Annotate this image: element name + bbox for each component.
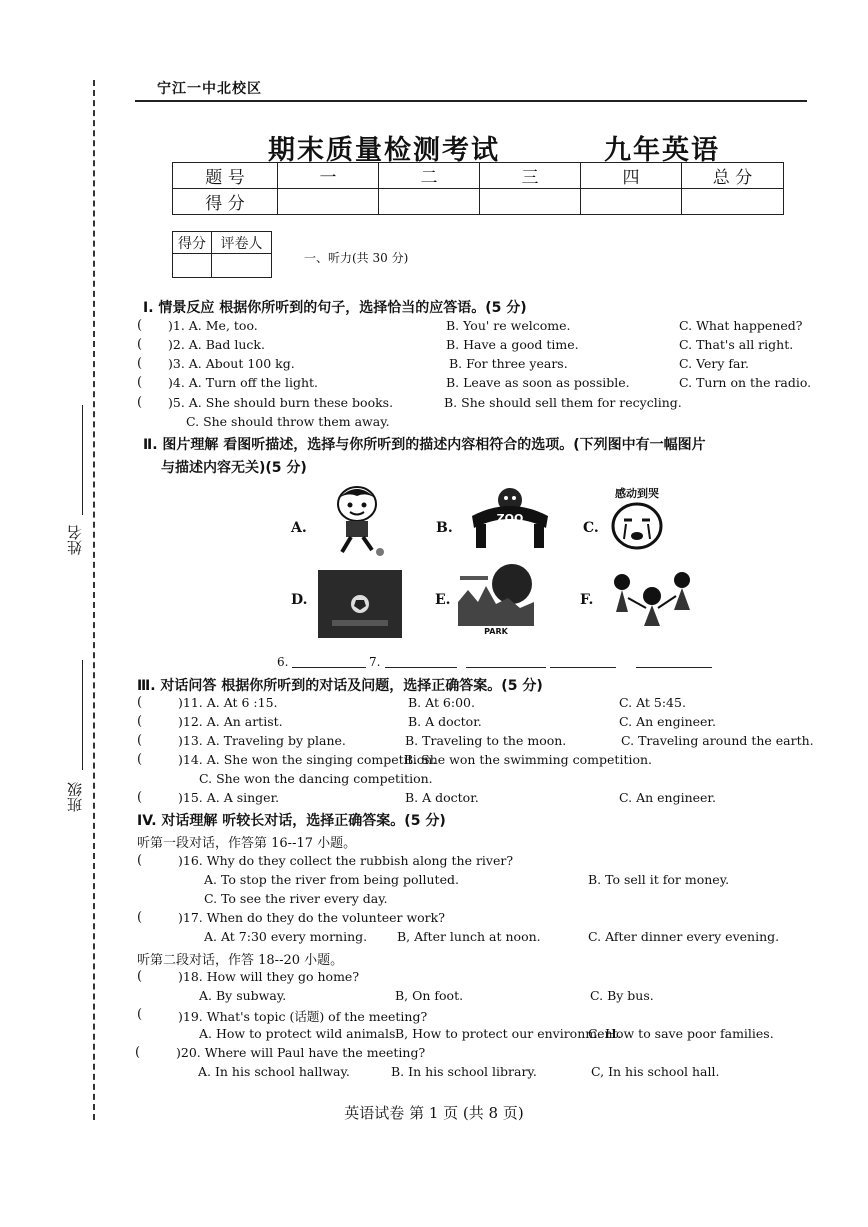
q2-option-a: )2. A. Bad luck. [168,337,265,352]
q1-option-c: C. What happened? [679,318,803,333]
q20-option-b: B. In his school library. [391,1064,537,1079]
picture-label-e: E. [435,592,451,608]
q20-stem: )20. Where will Paul have the meeting? [176,1045,426,1060]
score-row-label: 得 分 [173,189,278,215]
q5-option-b: B. She should sell them for recycling. [444,395,682,410]
q18-option-c: C. By bus. [590,988,654,1003]
part1-title: 一、听力(共 30 分) [304,251,409,265]
q15-option-b: B. A doctor. [405,790,479,805]
answer-paren[interactable]: ( [137,395,143,410]
q3-option-a: )3. A. About 100 kg. [168,356,295,371]
q17-option-c: C. After dinner every evening. [588,929,780,944]
q16-stem: )16. Why do they collect the rubbish along the river? [178,853,514,868]
picture-label-f: F. [580,592,594,608]
picture-label-a: A. [291,520,307,536]
answer-paren[interactable]: ( [137,969,143,984]
q4-option-c: C. Turn on the radio. [679,375,812,390]
score-table-header: 四 [581,163,682,189]
dialog2-instruction: 听第二段对话，作答 18--20 小题。 [137,953,344,968]
score-table [172,162,784,215]
class-label: 班级 [66,782,84,812]
grader-score-cell[interactable] [173,254,212,278]
answer-blank-9[interactable] [550,667,616,668]
q16-option-c: C. To see the river every day. [204,891,388,906]
picture-f-dancing-kids-icon [604,568,696,638]
picture-label-b: B. [436,520,453,536]
sec2-title: Ⅱ. 图片理解 看图听描述，选择与你所听到的描述内容相符合的选项。(下列图中有一幅图片 [143,437,706,453]
picture-a-boy-icon [326,484,388,556]
blank-6-label: 6. [277,655,289,669]
q18-option-a: A. By subway. [199,988,287,1003]
q16-option-b: B. To sell it for money. [588,872,730,887]
class-blank-line [82,660,83,770]
answer-blank-6[interactable] [292,667,366,668]
q3-option-c: C. Very far. [679,356,750,371]
sec1-title: Ⅰ. 情景反应 根据你所听到的句子，选择恰当的应答语。(5 分) [143,300,527,316]
q1-option-b: B. You' re welcome. [446,318,571,333]
q4-option-a: )4. A. Turn off the light. [168,375,319,390]
score-cell[interactable] [682,189,784,215]
q12-option-c: C. An engineer. [619,714,716,729]
q11-option-a: )11. A. At 6 :15. [178,695,278,710]
sec4-title: IV. 对话理解 听较长对话，选择正确答案。(5 分) [137,813,446,829]
score-cell[interactable] [581,189,682,215]
q13-option-b: B. Traveling to the moon. [405,733,567,748]
q14-option-a: )14. A. She won the singing competition. [178,752,437,767]
q11-option-b: B. At 6:00. [408,695,475,710]
q17-option-b: B, After lunch at noon. [397,929,541,944]
dialog1-instruction: 听第一段对话，作答第 16--17 小题。 [137,836,357,851]
q5-option-c: C. She should throw them away. [186,414,390,429]
q1-option-a: )1. A. Me, too. [168,318,258,333]
answer-paren[interactable]: ( [137,790,143,805]
grader-score-label: 得分 [173,232,212,254]
score-cell[interactable] [379,189,480,215]
q3-option-b: B. For three years. [449,356,568,371]
answer-paren[interactable]: ( [137,337,143,352]
exam-title: 期末质量检测考试 [268,135,500,166]
q20-option-c: C, In his school hall. [591,1064,720,1079]
q15-option-c: C. An engineer. [619,790,716,805]
q15-option-a: )15. A. A singer. [178,790,280,805]
answer-paren[interactable]: ( [137,853,143,868]
score-table-header: 三 [480,163,581,189]
crying-caption: 感动到哭 [615,487,659,500]
name-blank-line [82,405,83,515]
sec2-title-cont: 与描述内容无关)(5 分) [161,460,307,476]
answer-paren[interactable]: ( [137,714,143,729]
score-table-header: 二 [379,163,480,189]
q19-stem: )19. What's topic (话题) of the meeting? [178,1009,428,1024]
picture-c-crying-face-icon [604,484,670,554]
answer-paren[interactable]: ( [137,318,143,333]
q19-option-b: B, How to protect our environment. [395,1026,622,1041]
answer-blank-10[interactable] [636,667,712,668]
answer-paren[interactable]: ( [135,1045,141,1060]
q4-option-b: B. Leave as soon as possible. [446,375,630,390]
q14-option-b: B. She won the swimming competition. [404,752,653,767]
school-name: 宁江一中北校区 [157,81,262,97]
q18-option-b: B, On foot. [395,988,464,1003]
answer-blank-8[interactable] [466,667,546,668]
q12-option-a: )12. A. An artist. [178,714,283,729]
grader-box [172,231,272,278]
q17-option-a: A. At 7:30 every morning. [204,929,368,944]
binding-dashed-line [93,80,95,1120]
picture-b-zoo-gate-icon [466,486,554,550]
score-cell[interactable] [480,189,581,215]
picture-label-c: C. [583,520,599,536]
grader-name-cell[interactable] [212,254,272,278]
score-table-header: 题 号 [173,163,278,189]
score-table-header: 一 [278,163,379,189]
subject-title: 九年英语 [604,135,720,166]
q13-option-c: C. Traveling around the earth. [621,733,814,748]
picture-label-d: D. [291,592,308,608]
q2-option-b: B. Have a good time. [446,337,579,352]
answer-paren[interactable]: ( [137,356,143,371]
q17-stem: )17. When do they do the volunteer work? [178,910,445,925]
answer-paren[interactable]: ( [137,910,143,925]
q11-option-c: C. At 5:45. [619,695,686,710]
grader-label: 评卷人 [212,232,272,254]
answer-paren[interactable]: ( [137,752,143,767]
picture-e-park-icon [456,562,536,638]
q13-option-a: )13. A. Traveling by plane. [178,733,346,748]
q20-option-a: A. In his school hallway. [198,1064,350,1079]
answer-paren[interactable]: ( [137,695,143,710]
q14-option-c: C. She won the dancing competition. [199,771,433,786]
sec3-title: Ⅲ. 对话问答 根据你所听到的对话及问题，选择正确答案。(5 分) [137,678,543,694]
blank-7-label: 7. [369,655,381,669]
answer-paren[interactable]: ( [137,733,143,748]
q12-option-b: B. A doctor. [408,714,482,729]
q19-option-c: C. How to save poor families. [588,1026,774,1041]
answer-blank-7[interactable] [385,667,457,668]
page-footer: 英语试卷 第 1 页 (共 8 页) [344,1104,524,1122]
name-label: 姓名 [66,525,84,555]
q2-option-c: C. That's all right. [679,337,794,352]
picture-d-soccer-photo-icon [318,570,402,638]
header-rule [135,100,807,102]
q16-option-a: A. To stop the river from being polluted. [204,872,459,887]
zoo-sign-text: ZOO [496,512,524,525]
answer-paren[interactable]: ( [137,1007,143,1022]
score-cell[interactable] [278,189,379,215]
answer-paren[interactable]: ( [137,375,143,390]
q19-option-a: A. How to protect wild animals. [199,1026,400,1041]
q18-stem: )18. How will they go home? [178,969,360,984]
q5-option-a: )5. A. She should burn these books. [168,395,394,410]
park-caption: PARK [484,627,508,636]
score-table-header: 总 分 [682,163,784,189]
